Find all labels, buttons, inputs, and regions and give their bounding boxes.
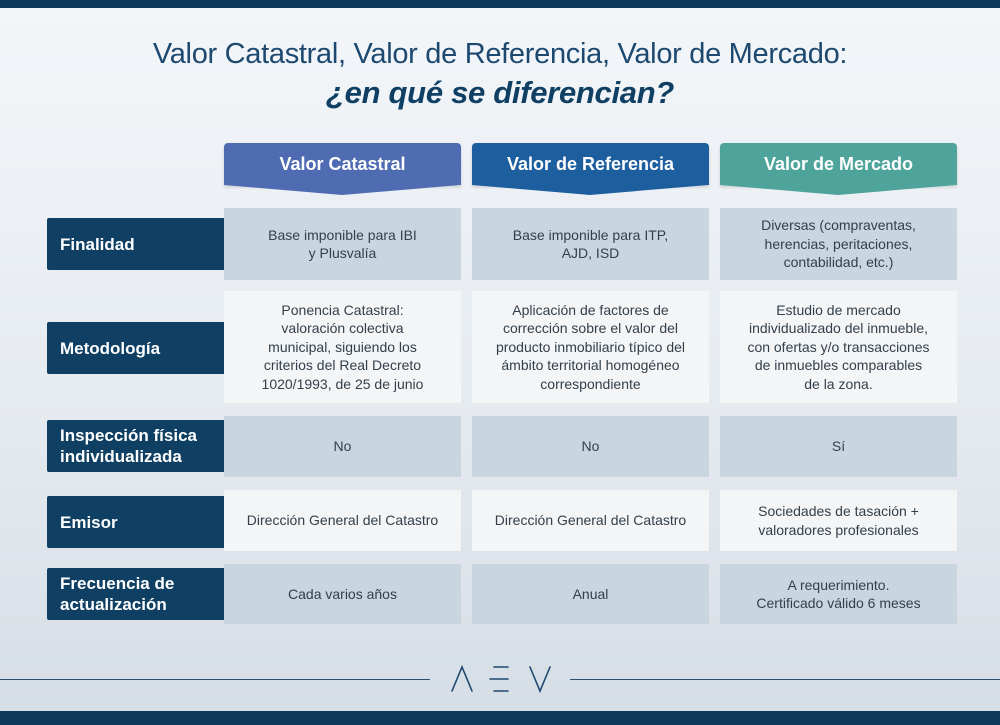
row-label-metodologia: Metodología [47,322,224,374]
row-label-inspeccion-fisica: Inspección física individualizada [47,420,224,472]
bottom-bar [0,711,1000,725]
table-cell: Aplicación de factores de corrección sobre el valor del producto inmobiliario típico del ámbito territorial homogéneo correspondiente [472,291,709,403]
table-cell: A requerimiento. Certificado válido 6 meses [720,564,957,624]
row-label-frecuencia: Frecuencia de actualización [47,568,224,620]
table-cell: Sí [720,416,957,477]
table-cell: Estudio de mercado individualizado del inmueble, con ofertas y/o transacciones de inmuebles comparables de la zona. [720,291,957,403]
table-cell: Dirección General del Catastro [224,490,461,551]
column-header-valor-mercado: Valor de Mercado [720,143,957,185]
column-header-valor-catastral: Valor Catastral [224,143,461,185]
table-cell: Base imponible para ITP, AJD, ISD [472,208,709,280]
column-header-valor-referencia: Valor de Referencia [472,143,709,185]
table-cell: Sociedades de tasación + valoradores profesionales [720,490,957,551]
footer-divider-left [0,679,430,680]
table-cell: Base imponible para IBI y Plusvalía [224,208,461,280]
footer-divider-right [570,679,1000,680]
row-label-emisor: Emisor [47,496,224,548]
top-bar [0,0,1000,8]
table-cell: Ponencia Catastral: valoración colectiva municipal, siguiendo los criterios del Real Decreto 1020/1993, de 25 de junio [224,291,461,403]
page-title: Valor Catastral, Valor de Referencia, Valor de Mercado: [152,38,848,70]
table-cell: Cada varios años [224,564,461,624]
page-subtitle: ¿en qué se diferencian? [326,75,674,110]
table-cell: Diversas (compraventas, herencias, peritaciones, contabilidad, etc.) [720,208,957,280]
table-cell: No [224,416,461,477]
row-label-finalidad: Finalidad [47,218,224,270]
table-cell: No [472,416,709,477]
table-cell: Dirección General del Catastro [472,490,709,551]
aev-logo-icon [446,664,554,694]
table-cell: Anual [472,564,709,624]
